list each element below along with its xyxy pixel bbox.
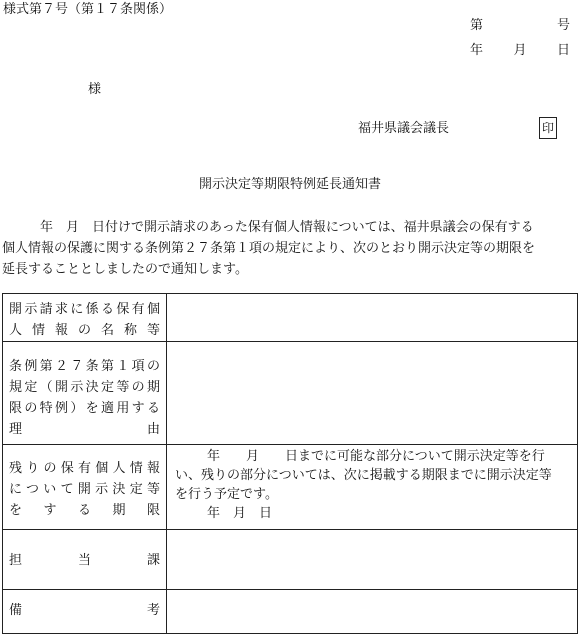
- value-reason: [167, 342, 578, 445]
- table-row-info-name: [3, 294, 578, 342]
- document-title: 開示決定等期限特例延長通知書: [198, 177, 381, 192]
- body-line-1: 年 月 日付けで開示請求のあった保有個人情報については、福井県議会の保有する: [40, 220, 534, 235]
- value-info-name: [167, 294, 578, 342]
- notice-body: [2, 217, 578, 280]
- form-number: 様式第７号（第１７条関係）: [3, 2, 173, 17]
- body-line-2: 個人情報の保護に関する条例第２７条第１項の規定により、次のとおり開示決定等の期限を: [2, 241, 536, 256]
- date-month: 月: [513, 43, 527, 58]
- label-remarks: 備考: [3, 590, 167, 634]
- issue-date-line: [470, 43, 570, 59]
- document-number-line: [470, 18, 570, 34]
- sender-name: 福井県議会議長: [358, 121, 450, 136]
- body-line-3: 延長することとしましたので通知します。: [2, 262, 248, 277]
- date-year: 年: [470, 43, 484, 58]
- date-day: 日: [556, 43, 570, 58]
- label-department: 担当課: [3, 530, 167, 590]
- label-reason: 条例第２７条第１項の 規定（開示決定等の期 限の特例）を適用する 理由: [3, 342, 167, 445]
- table-row-deadline: [3, 445, 578, 530]
- value-department: [167, 530, 578, 590]
- notice-table: [2, 293, 578, 634]
- value-deadline: 年 月 日までに可能な部分について開示決定等を行 い、残りの部分については、次に掲載する期限までに開示決定等 を行う予定です。 年 月 日: [167, 445, 578, 530]
- seal-stamp-box: 印: [539, 117, 557, 139]
- number-suffix: 号: [556, 18, 570, 33]
- label-deadline: 残りの保有個人情報 について開示決定等 をする期限: [3, 445, 167, 530]
- addressee-honorific: 様: [88, 82, 102, 97]
- table-row-remarks: [3, 590, 578, 634]
- label-info-name: 開示請求に係る保有個 人情報の名称等: [3, 294, 167, 342]
- table-row-department: [3, 530, 578, 590]
- number-prefix: 第: [470, 18, 484, 33]
- value-remarks: [167, 590, 578, 634]
- table-row-reason: [3, 342, 578, 445]
